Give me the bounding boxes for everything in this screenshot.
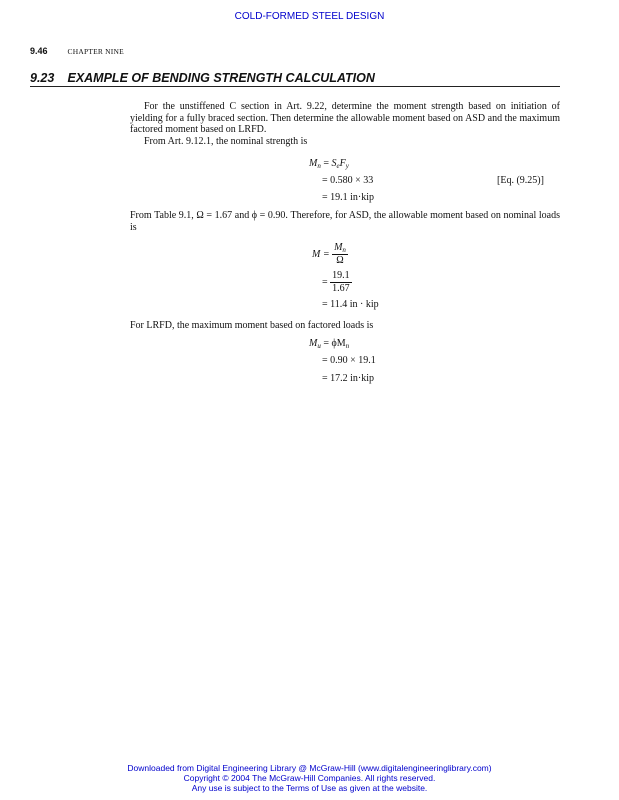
footer-copyright[interactable]: Copyright © 2004 The McGraw-Hill Companies. All rights reserved. — [183, 773, 436, 783]
section-number: 9.23 — [30, 71, 55, 85]
lrfd-paragraph: For LRFD, the maximum moment based on factored loads is — [130, 320, 374, 331]
footer-terms[interactable]: Any use is subject to the Terms of Use as given at the website. — [191, 783, 428, 793]
lrfd-text-block — [130, 320, 560, 332]
asd-fraction-1: $\frac{M_n}{\Omega}$ — [334, 242, 346, 266]
footer — [0, 763, 619, 793]
asd-eq-line2: = $\frac{19.1}{1.67}$ — [322, 270, 350, 294]
lrfd-eq-line2: = 0.90 × 19.1 — [322, 355, 376, 366]
intro-paragraph: For the unstiffened C section in Art. 9.22, determine the moment strength based on initiation of yielding for a fully braced section. Then determine the allowable moment based on ASD and the maximum factored moment based on LRFD. — [130, 101, 560, 135]
chapter-label: CHAPTER NINE — [67, 47, 124, 56]
intro-block — [130, 101, 560, 147]
page-number: 9.46 — [30, 46, 48, 56]
section-title-text: EXAMPLE OF BENDING STRENGTH CALCULATION — [67, 71, 375, 85]
running-header: COLD-FORMED STEEL DESIGN — [234, 11, 385, 22]
asd-result: = 11.4 in · kip — [322, 299, 379, 310]
nominal-strength-intro: From Art. 9.12.1, the nominal strength is — [144, 135, 308, 147]
eq1-line1: $M_n = S_eF_y$ — [309, 158, 349, 170]
eq1-line2: = 0.580 × 33 — [322, 175, 374, 186]
asd-text-block — [130, 210, 560, 233]
lrfd-eq-line1: $M_u = \phi M_n$ — [309, 338, 350, 350]
eq1-line3: = 19.1 in·kip — [322, 192, 375, 203]
asd-fraction-2: $\frac{19.1}{1.67}$ — [332, 270, 350, 294]
asd-eq-line1: M = $\frac{M_n}{\Omega}$ — [312, 242, 346, 266]
footer-download-link[interactable]: Downloaded from Digital Engineering Library @ McGraw-Hill (www.digitalengineeringlibrary.com) — [127, 763, 492, 773]
eq1-reference: [Eq. (9.25)] — [497, 175, 544, 186]
asd-paragraph: From Table 9.1, Ω = 1.67 and ϕ = 0.90. Therefore, for ASD, the allowable moment based on nominal loads is — [130, 210, 560, 233]
lrfd-eq-line3: = 17.2 in·kip — [322, 373, 375, 384]
page-header — [30, 46, 124, 56]
section-title — [30, 71, 560, 87]
